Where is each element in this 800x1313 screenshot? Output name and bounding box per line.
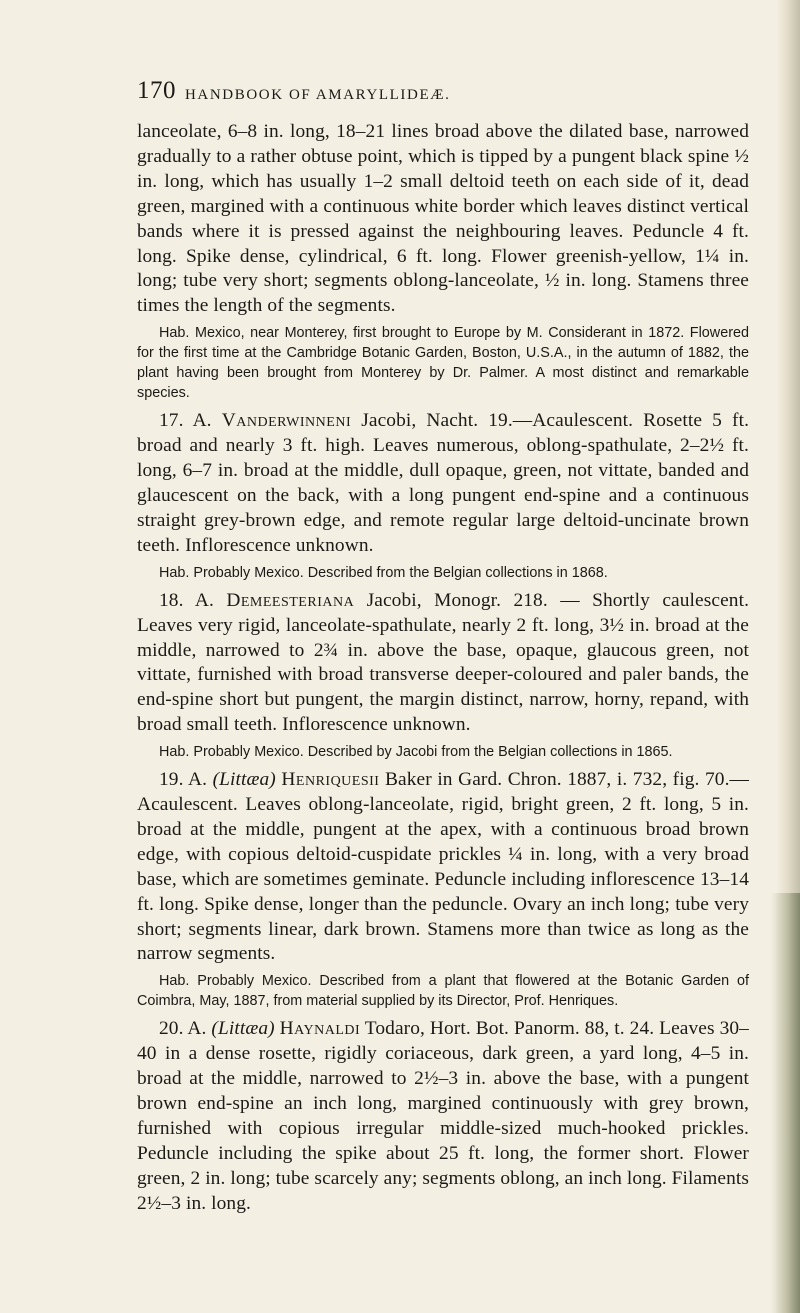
species-number: 19. A.	[159, 769, 208, 791]
species-entry-19	[137, 768, 749, 967]
page-edge-stain	[770, 893, 800, 1313]
species-description: —Acaulescent. Rosette 5 ft. broad and nearly 3 ft. high. Leaves numerous, oblong-spathulate, 2–2½ ft. long, 6–7 in. broad at the middle, dull opaque, green, not vittate, banded and glaucescent on the back, with a long pungent end-spine and a continuous straight grey-brown edge, and remote regular large deltoid-uncinate brown teeth. Inflorescence unknown.	[137, 410, 750, 556]
species-section: (Littæa)	[211, 1018, 275, 1040]
species-number: 17. A.	[159, 410, 212, 432]
page-header	[137, 76, 737, 110]
species-name: Henriquesii	[281, 769, 380, 791]
habitat-text: Hab. Mexico, near Monterey, first brought to Europe by M. Considerant in 1872. Flowered for the first time at the Cambridge Botanic Garden, Boston, U.S.A., in the autumn of 1882, the plant having been brought from Monterey by Dr. Palmer. A most distinct and remarkable species.	[137, 325, 749, 402]
species-citation: Todaro, Hort. Bot. Panorm. 88, t. 24.	[364, 1018, 655, 1040]
habitat-text: Hab. Probably Mexico. Described from a plant that flowered at the Botanic Garden of Coimbra, May, 1887, from material supplied by its Director, Prof. Henriques.	[137, 973, 749, 1010]
species-name: Vanderwinneni	[221, 410, 352, 432]
species-description: —Acaulescent. Leaves oblong-lanceolate, rigid, bright green, 2 ft. long, 5 in. broad at the middle, pungent at the apex, with a continuous broad brown edge, with copious deltoid-cuspidate prickles ¼ in. long, with a very broad base, which are sometimes geminate. Peduncle including inflorescence 13–14 ft. long. Spike dense, longer than the peduncle. Ovary an inch long; tube very short; segments linear, dark brown. Stamens more than twice as long as the narrow segments.	[137, 769, 750, 965]
species-description: — Shortly caulescent. Leaves very rigid, lanceolate-spathulate, nearly 2 ft. long, 3½ in. broad at the middle, narrowed to 2¾ in. above the base, opaque, glaucous green, not vittate, furnished with broad transverse deeper-coloured and paler bands, the end-spine short but pungent, the margin distinct, narrow, horny, repand, with broad small teeth. Inflorescence unknown.	[137, 589, 750, 736]
species-entry-20	[137, 1017, 749, 1216]
species-citation: Jacobi, Nacht. 19.	[361, 410, 513, 432]
page-number: 170	[137, 77, 176, 104]
running-head: HANDBOOK OF AMARYLLIDEÆ.	[185, 87, 451, 103]
habitat-note	[137, 563, 749, 583]
species-entry-18	[137, 589, 749, 738]
species-entry-17	[137, 409, 749, 558]
species-description: Leaves 30–40 in a dense rosette, rigidly coriaceous, dark green, a yard long, 4–5 in. broad at the middle, narrowed to 2½–3 in. above the base, with a pungent brown end-spine an inch long, margined continuously with grey brown, furnished with copious irregular middle-sized much-hooked prickles. Peduncle including the spike about 25 ft. long, the former short. Flower green, 2 in. long; tube scarcely any; segments oblong, an inch long. Filaments 2½–3 in. long.	[137, 1018, 750, 1214]
habitat-text: Hab. Probably Mexico. Described from the Belgian collections in 1868.	[159, 564, 608, 581]
habitat-note	[137, 971, 749, 1011]
species-citation: Jacobi, Monogr. 218.	[366, 589, 548, 611]
habitat-note	[137, 323, 749, 403]
habitat-note	[137, 742, 749, 762]
species-citation: Baker in Gard. Chron. 1887, i. 732, fig. 70.	[385, 769, 730, 791]
species-number: 20. A.	[159, 1018, 207, 1040]
species-section: (Littæa)	[212, 769, 276, 791]
species-name: Demeesteriana	[226, 589, 355, 611]
species-name: Haynaldi	[279, 1018, 361, 1040]
species-number: 18. A.	[159, 589, 214, 611]
page-body	[137, 120, 749, 1217]
continued-description: lanceolate, 6–8 in. long, 18–21 lines broad above the dilated base, narrowed gradually to a rather obtuse point, which is tipped by a pungent black spine ½ in. long, which has usually 1–2 small deltoid teeth on each side of it, dead green, margined with a continuous white border which leaves distinct vertical bands where it is pressed against the neighbouring leaves. Peduncle 4 ft. long. Spike dense, cylindrical, 6 ft. long. Flower greenish-yellow, 1¼ in. long; tube very short; segments oblong-lanceolate, ½ in. long. Stamens three times the length of the segments.	[137, 121, 749, 317]
habitat-text: Hab. Probably Mexico. Described by Jacobi from the Belgian collections in 1865.	[159, 744, 673, 761]
